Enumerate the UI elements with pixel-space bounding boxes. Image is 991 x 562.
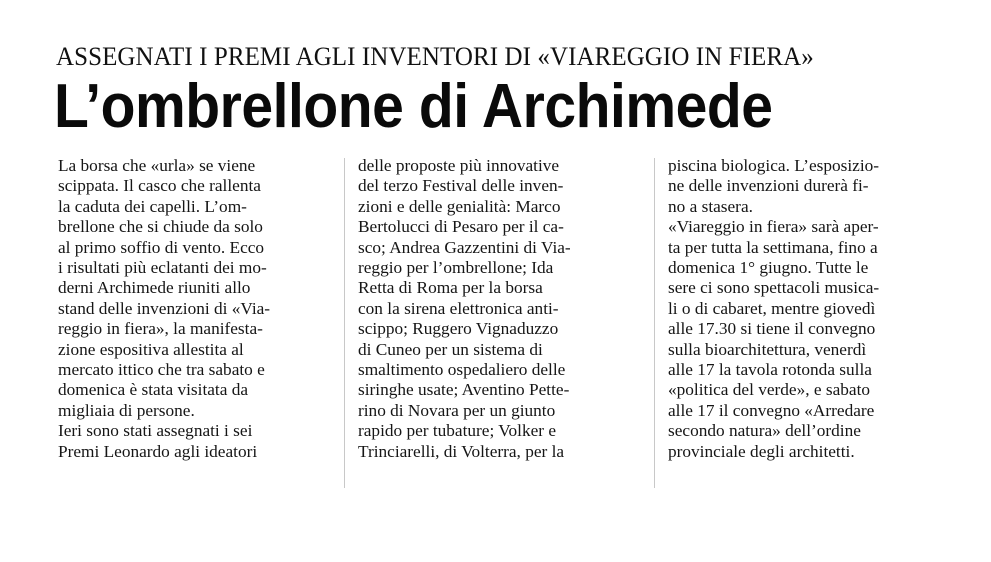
article-text-line: sulla bioarchitettura, venerdì [668, 339, 867, 359]
article-text-line: alle 17 il convegno «Arredare [668, 400, 875, 420]
article-text-line: reggio in fiera», la manifesta- [58, 319, 263, 339]
article-text-line: Premi Leonardo agli ideatori [58, 441, 258, 461]
article-text-line: secondo natura» dell’ordine [668, 421, 861, 441]
article-text-line: mercato ittico che tra sabato e [58, 360, 265, 380]
article-text-line: la caduta dei capelli. L’om- [58, 196, 247, 216]
article-text-line: alle 17.30 si tiene il convegno [668, 319, 876, 339]
article-text-line: scippata. Il casco che rallenta [58, 176, 261, 196]
article-headline: L’ombrellone di Archimede [54, 72, 773, 141]
article-column-3 [668, 156, 940, 462]
article-text-line: La borsa che «urla» se viene [58, 156, 256, 175]
article-text-line: sere ci sono spettacoli musica- [668, 278, 880, 298]
article-text-line: «politica del verde», e sabato [668, 380, 871, 400]
article-text-line: delle proposte più innovative [358, 156, 560, 175]
article-kicker: ASSEGNATI I PREMI AGLI INVENTORI DI «VIAREGGIO IN FIERA» [56, 42, 814, 71]
article-text-line: no a stasera. [668, 196, 753, 216]
article-text-line: rapido per tubature; Volker e [358, 421, 557, 441]
article-text-line: domenica è stata visitata da [58, 380, 249, 400]
article-text-line: Ieri sono stati assegnati i sei [58, 421, 253, 441]
article-text-line: scippo; Ruggero Vignaduzzo [358, 319, 559, 339]
article-text-line: «Viareggio in fiera» sarà aper- [668, 217, 879, 237]
article-text-line: piscina biologica. L’esposizio- [668, 156, 880, 175]
column-divider [654, 158, 655, 488]
article-text-line: migliaia di persone. [58, 400, 195, 420]
article-text-line: zioni e delle genialità: Marco [358, 196, 561, 216]
article-text-line: ne delle invenzioni durerà fi- [668, 176, 869, 196]
article-text-line: brellone che si chiude da solo [58, 217, 263, 237]
article-text-line: siringhe usate; Aventino Pette- [358, 380, 570, 400]
article-text-line: con la sirena elettronica anti- [358, 298, 559, 318]
article-text-line: sco; Andrea Gazzentini di Via- [358, 237, 571, 257]
article-text-line: provinciale degli architetti. [668, 441, 855, 461]
article-text-line: stand delle invenzioni di «Via- [58, 298, 271, 318]
article-text-line: zione espositiva allestita al [58, 339, 244, 359]
article-text-line: domenica 1° giugno. Tutte le [668, 258, 869, 278]
article-column-1 [58, 156, 330, 462]
column-divider [344, 158, 345, 488]
article-text-line: ta per tutta la settimana, fino a [668, 237, 878, 257]
article-text-line: Trinciarelli, di Volterra, per la [358, 441, 565, 461]
article-text-line: di Cuneo per un sistema di [358, 339, 543, 359]
article-text-line: reggio per l’ombrellone; Ida [358, 258, 554, 278]
article-text-line: Bertolucci di Pesaro per il ca- [358, 217, 564, 237]
article-text-line: smaltimento ospedaliero delle [358, 360, 566, 380]
article-text-line: Retta di Roma per la borsa [358, 278, 543, 298]
article-text-line: i risultati più eclatanti dei mo- [58, 258, 267, 278]
article-text-line: derni Archimede riuniti allo [58, 278, 251, 298]
article-text-line: rino di Novara per un giunto [358, 400, 556, 420]
article-column-2 [358, 156, 640, 462]
article-text-line: al primo soffio di vento. Ecco [58, 237, 265, 257]
article-text-line: li o di cabaret, mentre giovedì [668, 298, 876, 318]
article-text-line: del terzo Festival delle inven- [358, 176, 564, 196]
article-text-line: alle 17 la tavola rotonda sulla [668, 360, 872, 380]
